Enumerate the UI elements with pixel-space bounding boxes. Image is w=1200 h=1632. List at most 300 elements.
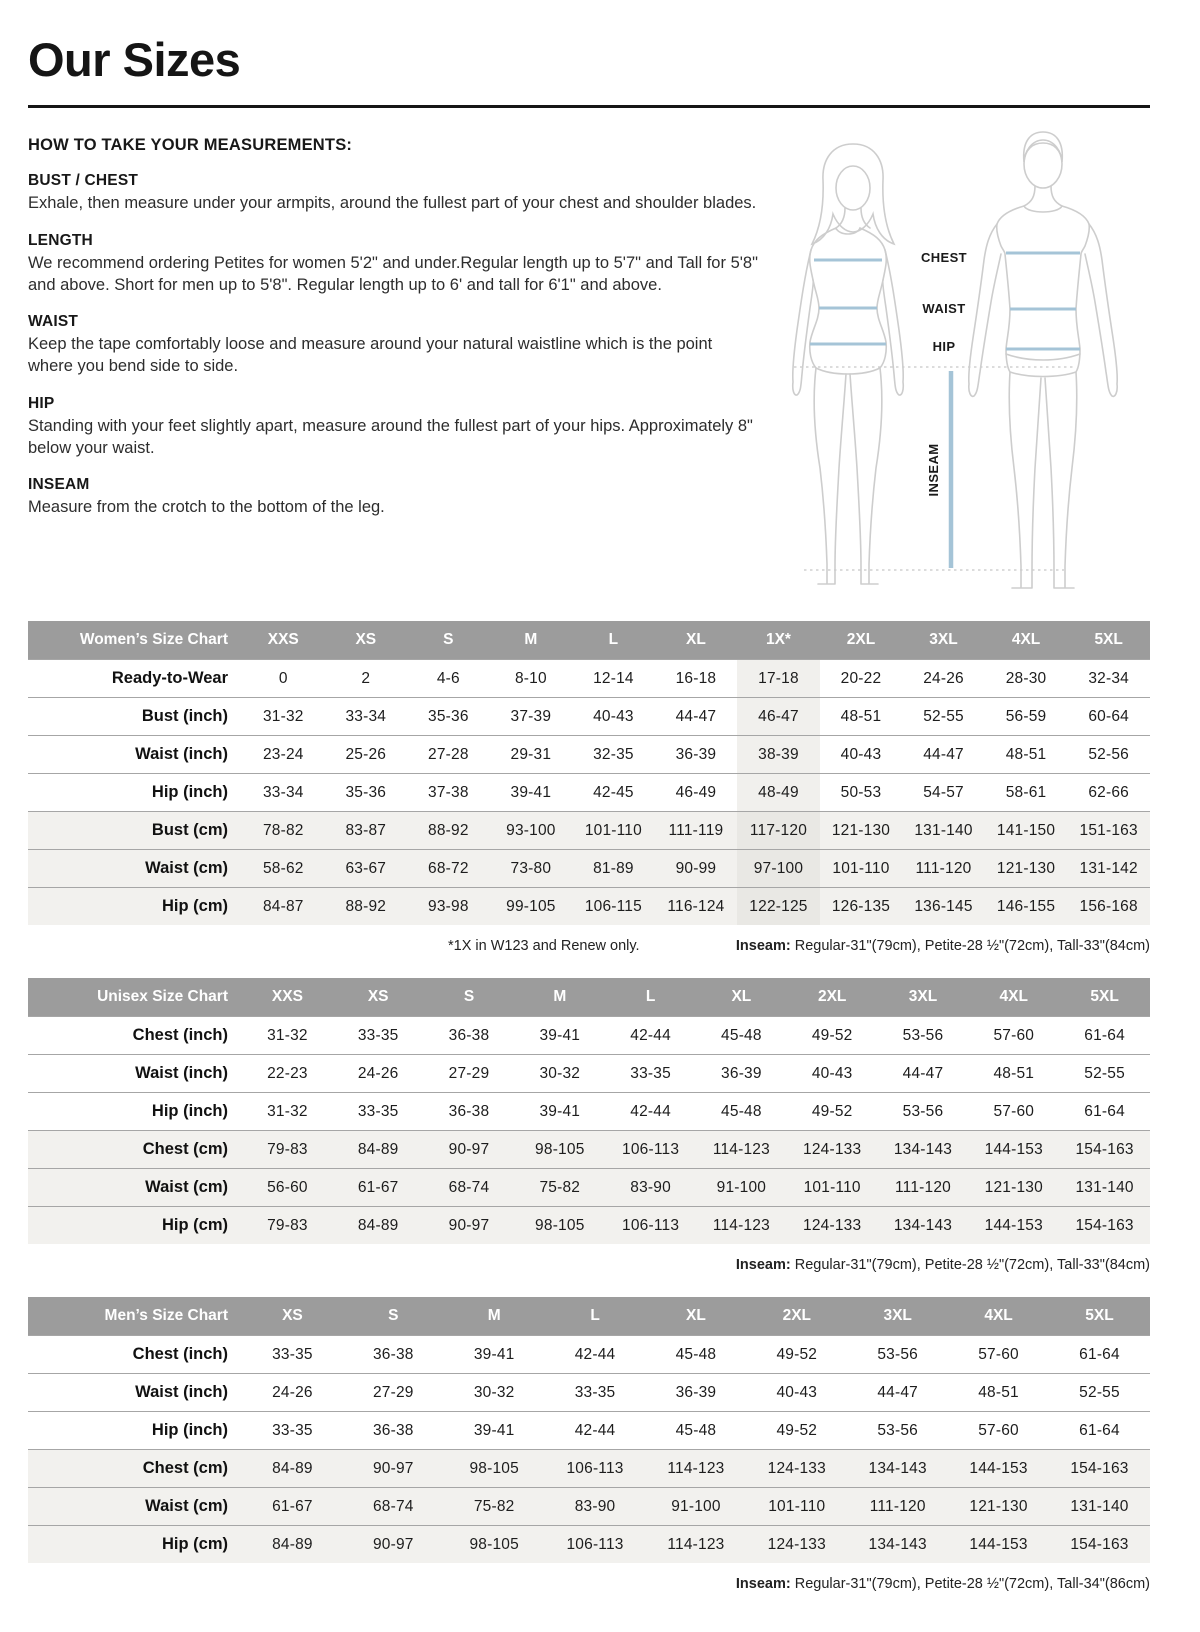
size-cell: 111-120 — [847, 1488, 948, 1526]
size-cell: 93-100 — [490, 812, 573, 850]
size-cell: 111-119 — [655, 812, 738, 850]
size-cell: 124-133 — [746, 1450, 847, 1488]
size-cell: 68-74 — [424, 1169, 515, 1207]
size-cell: 106-113 — [545, 1526, 646, 1564]
size-cell: 44-47 — [878, 1055, 969, 1093]
size-column-header: 1X* — [737, 621, 820, 660]
size-cell: 20-22 — [820, 660, 903, 698]
table-row — [28, 1017, 1150, 1055]
size-cell: 39-41 — [444, 1336, 545, 1374]
size-cell: 46-47 — [737, 698, 820, 736]
size-cell: 57-60 — [968, 1017, 1059, 1055]
size-column-header: 5XL — [1049, 1297, 1150, 1336]
footnote-asterisk-note: *1X in W123 and Renew only. — [448, 938, 640, 954]
size-cell: 0 — [242, 660, 325, 698]
woman-hair — [812, 144, 894, 244]
inseam-bold-label: Inseam: — [735, 1576, 791, 1592]
inseam-label: INSEAM — [926, 443, 941, 497]
size-cell: 56-59 — [985, 698, 1068, 736]
man-torso — [997, 206, 1090, 377]
section-body: Measure from the crotch to the bottom of the leg. — [28, 498, 385, 517]
size-cell: 48-51 — [948, 1374, 1049, 1412]
page-title: Our Sizes — [28, 33, 241, 86]
size-cell: 23-24 — [242, 736, 325, 774]
size-cell: 124-133 — [787, 1207, 878, 1245]
size-cell: 101-110 — [820, 850, 903, 888]
size-cell: 154-163 — [1049, 1450, 1150, 1488]
size-cell: 42-45 — [572, 774, 655, 812]
woman-left-arm — [793, 250, 814, 395]
body-measurement-figure — [758, 122, 1150, 592]
section-body: We recommend ordering Petites for women 5'2" and under.Regular length up to 5'7" and Tall for 5'8" and above. Short for men up to 5'8". Regular length up to 6' and tall for 6'1" and above. — [28, 253, 758, 294]
size-cell: 83-90 — [545, 1488, 646, 1526]
size-cell: 28-30 — [985, 660, 1068, 698]
table-row — [28, 1336, 1150, 1374]
size-column-header: S — [424, 978, 515, 1017]
size-cell: 131-140 — [902, 812, 985, 850]
size-cell: 2 — [325, 660, 408, 698]
size-cell: 156-168 — [1067, 888, 1150, 926]
size-cell: 33-35 — [545, 1374, 646, 1412]
size-cell: 84-89 — [333, 1207, 424, 1245]
size-cell: 50-53 — [820, 774, 903, 812]
size-column-header: 4XL — [985, 621, 1068, 660]
header-row — [28, 621, 1150, 660]
size-cell: 42-44 — [605, 1017, 696, 1055]
size-cell: 40-43 — [572, 698, 655, 736]
size-cell: 84-89 — [333, 1131, 424, 1169]
woman-neck — [836, 208, 870, 228]
section-body: Standing with your feet slightly apart, measure around the fullest part of your hips. Approximately 8" below your waist. — [28, 416, 753, 457]
size-cell: 37-39 — [490, 698, 573, 736]
size-cell: 49-52 — [746, 1412, 847, 1450]
woman-right-leg — [850, 368, 882, 584]
section-heading: LENGTH — [28, 231, 93, 249]
inseam-bold-label: Inseam: — [735, 1257, 791, 1273]
size-cell: 111-120 — [902, 850, 985, 888]
size-cell: 121-130 — [968, 1169, 1059, 1207]
row-label: Waist (inch) — [28, 1374, 242, 1412]
size-column-header: L — [605, 978, 696, 1017]
row-label: Hip (cm) — [28, 888, 242, 926]
size-cell: 111-120 — [878, 1169, 969, 1207]
size-cell: 121-130 — [985, 850, 1068, 888]
table-title: Unisex Size Chart — [28, 978, 242, 1017]
size-cell: 144-153 — [948, 1526, 1049, 1564]
size-cell: 81-89 — [572, 850, 655, 888]
row-label: Hip (inch) — [28, 774, 242, 812]
section-body: Exhale, then measure under your armpits, around the fullest part of your chest and shoulder blades. — [28, 194, 757, 212]
size-cell: 79-83 — [242, 1207, 333, 1245]
table-footnote — [28, 1257, 1150, 1273]
table-row — [28, 736, 1150, 774]
size-cell: 88-92 — [325, 888, 408, 926]
row-label: Waist (inch) — [28, 736, 242, 774]
row-label: Chest (cm) — [28, 1131, 242, 1169]
size-cell: 22-23 — [242, 1055, 333, 1093]
table-row — [28, 1131, 1150, 1169]
section-heading: HIP — [28, 394, 55, 412]
size-cell: 84-87 — [242, 888, 325, 926]
size-cell: 12-14 — [572, 660, 655, 698]
row-label: Hip (cm) — [28, 1526, 242, 1564]
size-cell: 122-125 — [737, 888, 820, 926]
size-cell: 124-133 — [787, 1131, 878, 1169]
header-row — [28, 1297, 1150, 1336]
size-cell: 121-130 — [820, 812, 903, 850]
size-cell: 29-31 — [490, 736, 573, 774]
size-cell: 17-18 — [737, 660, 820, 698]
size-column-header: L — [572, 621, 655, 660]
chest-label: CHEST — [920, 250, 968, 265]
size-chart-block — [28, 1297, 1150, 1592]
section-heading: WAIST — [28, 313, 79, 331]
row-label: Chest (inch) — [28, 1017, 242, 1055]
size-cell: 61-64 — [1049, 1412, 1150, 1450]
man-right-arm — [1085, 224, 1117, 396]
table-row — [28, 1526, 1150, 1564]
size-cell: 61-64 — [1059, 1093, 1150, 1131]
size-cell: 93-98 — [407, 888, 490, 926]
size-cell: 30-32 — [514, 1055, 605, 1093]
size-column-header: XS — [333, 978, 424, 1017]
top-section — [28, 118, 1150, 597]
row-label: Waist (cm) — [28, 850, 242, 888]
size-cell: 101-110 — [572, 812, 655, 850]
size-cell: 40-43 — [820, 736, 903, 774]
size-column-header: XS — [242, 1297, 343, 1336]
size-cell: 39-41 — [514, 1093, 605, 1131]
row-label: Hip (inch) — [28, 1093, 242, 1131]
size-column-header: 2XL — [787, 978, 878, 1017]
size-cell: 16-18 — [655, 660, 738, 698]
size-cell: 146-155 — [985, 888, 1068, 926]
size-cell: 24-26 — [242, 1374, 343, 1412]
section-heading: INSEAM — [28, 476, 90, 494]
size-cell: 101-110 — [787, 1169, 878, 1207]
size-cell: 48-51 — [820, 698, 903, 736]
size-cell: 97-100 — [737, 850, 820, 888]
size-cell: 31-32 — [242, 698, 325, 736]
size-cell: 75-82 — [444, 1488, 545, 1526]
size-cell: 90-97 — [343, 1450, 444, 1488]
footnote-inseam-note: Inseam: Regular-31"(79cm), Petite-28 ½"(72cm), Tall-34"(86cm) — [735, 1576, 1150, 1592]
size-cell: 88-92 — [407, 812, 490, 850]
table-row — [28, 1055, 1150, 1093]
size-cell: 33-34 — [242, 774, 325, 812]
size-cell: 33-35 — [242, 1336, 343, 1374]
size-cell: 114-123 — [696, 1131, 787, 1169]
size-cell: 106-113 — [605, 1131, 696, 1169]
size-cell: 33-34 — [325, 698, 408, 736]
size-cell: 36-38 — [424, 1017, 515, 1055]
row-label: Waist (cm) — [28, 1169, 242, 1207]
size-cell: 45-48 — [646, 1336, 747, 1374]
size-cell: 27-28 — [407, 736, 490, 774]
size-cell: 90-97 — [424, 1131, 515, 1169]
size-cell: 37-38 — [407, 774, 490, 812]
size-cell: 90-97 — [343, 1526, 444, 1564]
size-column-header: XS — [325, 621, 408, 660]
size-chart-table — [28, 1297, 1150, 1563]
table-title: Women’s Size Chart — [28, 621, 242, 660]
size-column-header: S — [343, 1297, 444, 1336]
size-cell: 151-163 — [1067, 812, 1150, 850]
size-cell: 99-105 — [490, 888, 573, 926]
table-row — [28, 1412, 1150, 1450]
size-cell: 49-52 — [787, 1017, 878, 1055]
size-cell: 154-163 — [1049, 1526, 1150, 1564]
size-cell: 36-38 — [424, 1093, 515, 1131]
size-cell: 33-35 — [333, 1093, 424, 1131]
size-cell: 134-143 — [878, 1207, 969, 1245]
measurement-instructions — [28, 118, 758, 597]
row-label: Waist (inch) — [28, 1055, 242, 1093]
table-footnote — [28, 938, 1150, 954]
table-row — [28, 1450, 1150, 1488]
size-cell: 61-64 — [1059, 1017, 1150, 1055]
table-title: Men’s Size Chart — [28, 1297, 242, 1336]
size-cell: 126-135 — [820, 888, 903, 926]
size-cell: 8-10 — [490, 660, 573, 698]
size-cell: 75-82 — [514, 1169, 605, 1207]
size-cell: 39-41 — [490, 774, 573, 812]
woman-torso — [810, 228, 887, 374]
size-cell: 42-44 — [545, 1412, 646, 1450]
size-cell: 83-87 — [325, 812, 408, 850]
size-cell: 114-123 — [696, 1207, 787, 1245]
size-cell: 134-143 — [847, 1450, 948, 1488]
size-chart-block — [28, 978, 1150, 1273]
size-cell: 84-89 — [242, 1450, 343, 1488]
howto-heading: HOW TO TAKE YOUR MEASUREMENTS: — [28, 136, 353, 154]
size-column-header: 2XL — [820, 621, 903, 660]
row-label: Waist (cm) — [28, 1488, 242, 1526]
waist-label: WAIST — [922, 301, 966, 316]
table-row — [28, 774, 1150, 812]
size-cell: 46-49 — [655, 774, 738, 812]
size-column-header: 3XL — [878, 978, 969, 1017]
size-column-header: XL — [655, 621, 738, 660]
size-column-header: L — [545, 1297, 646, 1336]
table-row — [28, 888, 1150, 926]
header-row — [28, 978, 1150, 1017]
size-cell: 83-90 — [605, 1169, 696, 1207]
size-cell: 134-143 — [847, 1526, 948, 1564]
size-cell: 98-105 — [444, 1526, 545, 1564]
size-cell: 98-105 — [444, 1450, 545, 1488]
row-label: Chest (cm) — [28, 1450, 242, 1488]
section-heading: BUST / CHEST — [28, 172, 139, 189]
size-cell: 36-38 — [343, 1412, 444, 1450]
size-cell: 39-41 — [514, 1017, 605, 1055]
size-column-header: M — [444, 1297, 545, 1336]
size-cell: 144-153 — [948, 1450, 1049, 1488]
size-cell: 24-26 — [333, 1055, 424, 1093]
table-row — [28, 812, 1150, 850]
man-figure — [969, 132, 1118, 588]
size-cell: 121-130 — [948, 1488, 1049, 1526]
size-cell: 30-32 — [444, 1374, 545, 1412]
size-cell: 60-64 — [1067, 698, 1150, 736]
size-chart-table — [28, 978, 1150, 1244]
woman-head — [836, 166, 870, 210]
table-row — [28, 1093, 1150, 1131]
size-cell: 36-38 — [343, 1336, 444, 1374]
size-cell: 4-6 — [407, 660, 490, 698]
size-cell: 40-43 — [787, 1055, 878, 1093]
size-cell: 63-67 — [325, 850, 408, 888]
size-cell: 45-48 — [696, 1017, 787, 1055]
size-cell: 61-67 — [242, 1488, 343, 1526]
table-row — [28, 850, 1150, 888]
size-cell: 45-48 — [646, 1412, 747, 1450]
size-cell: 36-39 — [696, 1055, 787, 1093]
table-row — [28, 1169, 1150, 1207]
size-cell: 144-153 — [968, 1131, 1059, 1169]
size-cell: 106-113 — [545, 1450, 646, 1488]
size-cell: 49-52 — [746, 1336, 847, 1374]
size-cell: 54-57 — [902, 774, 985, 812]
man-briefs-line — [1006, 354, 1080, 360]
size-cell: 98-105 — [514, 1207, 605, 1245]
size-cell: 141-150 — [985, 812, 1068, 850]
size-cell: 48-51 — [985, 736, 1068, 774]
size-cell: 154-163 — [1059, 1131, 1150, 1169]
size-cell: 57-60 — [948, 1412, 1049, 1450]
man-left-leg — [1009, 372, 1041, 588]
table-row — [28, 1207, 1150, 1245]
size-cell: 90-99 — [655, 850, 738, 888]
size-cell: 134-143 — [878, 1131, 969, 1169]
size-cell: 42-44 — [545, 1336, 646, 1374]
size-cell: 78-82 — [242, 812, 325, 850]
row-label: Chest (inch) — [28, 1336, 242, 1374]
size-cell: 68-72 — [407, 850, 490, 888]
size-cell: 27-29 — [343, 1374, 444, 1412]
size-cell: 57-60 — [948, 1336, 1049, 1374]
size-column-header: XXS — [242, 978, 333, 1017]
row-label: Ready-to-Wear — [28, 660, 242, 698]
size-cell: 27-29 — [424, 1055, 515, 1093]
size-cell: 53-56 — [878, 1093, 969, 1131]
size-cell: 58-61 — [985, 774, 1068, 812]
size-cell: 52-55 — [1059, 1055, 1150, 1093]
size-cell: 44-47 — [847, 1374, 948, 1412]
size-cell: 56-60 — [242, 1169, 333, 1207]
woman-right-arm — [883, 250, 904, 395]
size-cell: 90-97 — [424, 1207, 515, 1245]
size-cell: 35-36 — [407, 698, 490, 736]
size-cell: 39-41 — [444, 1412, 545, 1450]
size-cell: 35-36 — [325, 774, 408, 812]
size-column-header: S — [407, 621, 490, 660]
size-cell: 117-120 — [737, 812, 820, 850]
size-cell: 33-35 — [242, 1412, 343, 1450]
section-body: Keep the tape comfortably loose and measure around your natural waistline which is the point where you bend side to side. — [28, 335, 713, 376]
size-cell: 33-35 — [333, 1017, 424, 1055]
size-cell: 32-35 — [572, 736, 655, 774]
size-cell: 32-34 — [1067, 660, 1150, 698]
size-cell: 84-89 — [242, 1526, 343, 1564]
size-cell: 131-140 — [1059, 1169, 1150, 1207]
size-column-header: 5XL — [1059, 978, 1150, 1017]
footnote-inseam-note: Inseam: Regular-31"(79cm), Petite-28 ½"(72cm), Tall-33"(84cm) — [735, 938, 1150, 954]
measurement-diagram — [758, 118, 1150, 597]
size-cell: 31-32 — [242, 1017, 333, 1055]
size-column-header: M — [514, 978, 605, 1017]
hip-label: HIP — [932, 339, 956, 354]
size-column-header: 2XL — [746, 1297, 847, 1336]
size-cell: 131-142 — [1067, 850, 1150, 888]
size-column-header: 4XL — [948, 1297, 1049, 1336]
row-label: Bust (inch) — [28, 698, 242, 736]
size-column-header: 4XL — [968, 978, 1059, 1017]
size-column-header: 3XL — [847, 1297, 948, 1336]
size-cell: 45-48 — [696, 1093, 787, 1131]
size-cell: 61-64 — [1049, 1336, 1150, 1374]
size-cell: 79-83 — [242, 1131, 333, 1169]
size-column-header: XL — [646, 1297, 747, 1336]
size-cell: 131-140 — [1049, 1488, 1150, 1526]
howto-sections — [28, 172, 758, 519]
size-cell: 25-26 — [325, 736, 408, 774]
size-cell: 106-115 — [572, 888, 655, 926]
man-neck — [1024, 186, 1062, 206]
size-cell: 73-80 — [490, 850, 573, 888]
size-cell: 91-100 — [646, 1488, 747, 1526]
size-cell: 53-56 — [847, 1336, 948, 1374]
size-chart-table — [28, 621, 1150, 925]
inseam-bold-label: Inseam: — [735, 938, 791, 954]
man-right-leg — [1045, 372, 1077, 588]
size-cell: 57-60 — [968, 1093, 1059, 1131]
size-cell: 36-39 — [646, 1374, 747, 1412]
size-cell: 144-153 — [968, 1207, 1059, 1245]
size-column-header: M — [490, 621, 573, 660]
man-left-arm — [969, 224, 1001, 396]
size-cell: 49-52 — [787, 1093, 878, 1131]
size-cell: 33-35 — [605, 1055, 696, 1093]
footnote-inseam-note: Inseam: Regular-31"(79cm), Petite-28 ½"(72cm), Tall-33"(84cm) — [735, 1257, 1150, 1273]
size-column-header: 5XL — [1067, 621, 1150, 660]
size-cell: 136-145 — [902, 888, 985, 926]
size-cell: 52-55 — [1049, 1374, 1150, 1412]
size-chart-block — [28, 621, 1150, 954]
table-row — [28, 660, 1150, 698]
size-cell: 48-49 — [737, 774, 820, 812]
size-cell: 114-123 — [646, 1450, 747, 1488]
size-cell: 101-110 — [746, 1488, 847, 1526]
size-cell: 91-100 — [696, 1169, 787, 1207]
woman-figure — [793, 144, 904, 584]
size-cell: 62-66 — [1067, 774, 1150, 812]
size-cell: 52-55 — [902, 698, 985, 736]
table-footnote — [28, 1576, 1150, 1592]
table-row — [28, 1374, 1150, 1412]
row-label: Hip (inch) — [28, 1412, 242, 1450]
size-cell: 44-47 — [655, 698, 738, 736]
size-column-header: XXS — [242, 621, 325, 660]
row-label: Hip (cm) — [28, 1207, 242, 1245]
table-row — [28, 698, 1150, 736]
size-cell: 53-56 — [847, 1412, 948, 1450]
woman-left-leg — [814, 368, 846, 584]
size-column-header: 3XL — [902, 621, 985, 660]
size-column-header: XL — [696, 978, 787, 1017]
size-cell: 48-51 — [968, 1055, 1059, 1093]
size-cell: 52-56 — [1067, 736, 1150, 774]
